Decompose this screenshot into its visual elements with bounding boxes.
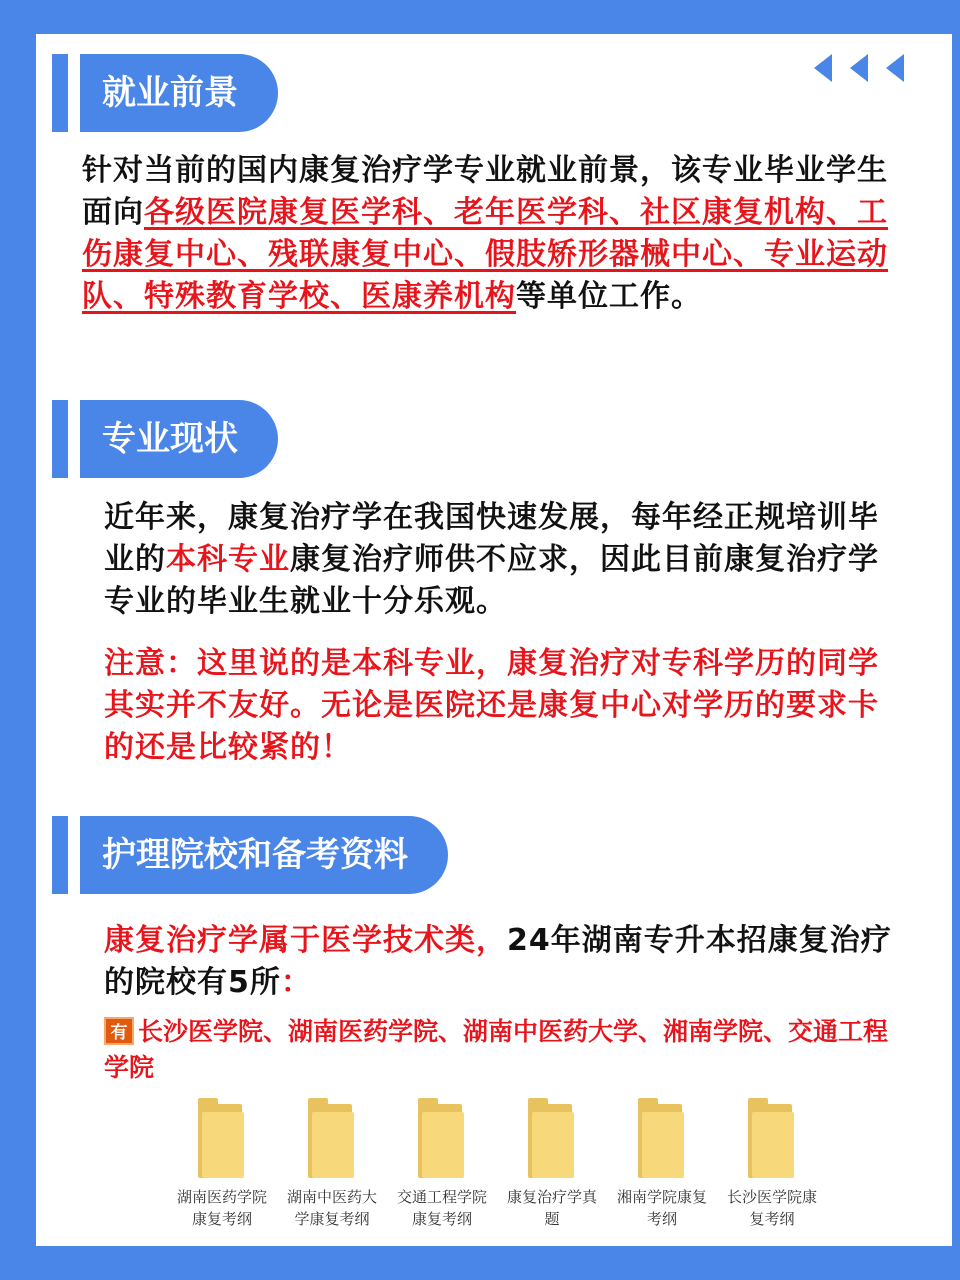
section-title: 就业前景 bbox=[80, 54, 278, 132]
folder-icon bbox=[304, 1098, 360, 1178]
status-highlight: 本科专业 bbox=[166, 542, 290, 577]
status-note: 注意：这里说的是本科专业，康复治疗对专科学历的同学其实并不友好。无论是医院还是康复中心对学历的要求卡的还是比较紧的！ bbox=[104, 646, 879, 765]
folder-label: 湖南中医药大学康复考纲 bbox=[286, 1188, 377, 1228]
employment-highlight: 各级医院康复医学科、老年医学科、社区康复机构、工伤康复中心、残联康复中心、假肢矫形器械中心、专业运动队、特殊教育学校、医康养机构 bbox=[82, 195, 888, 314]
folder-item[interactable] bbox=[612, 1098, 712, 1230]
folder-icon bbox=[634, 1098, 690, 1178]
folder-label: 长沙医学院康复考纲 bbox=[726, 1188, 817, 1228]
folder-label: 交通工程学院康复考纲 bbox=[396, 1188, 487, 1228]
schools-paragraph bbox=[104, 920, 900, 1004]
folder-item[interactable] bbox=[722, 1098, 822, 1230]
folder-item[interactable] bbox=[172, 1098, 272, 1230]
schools-lead-red: 康复治疗学属于医学技术类， bbox=[104, 923, 507, 958]
schools-lead-black: 24年湖南专升本招康复治疗的院校有5所 bbox=[104, 923, 892, 1000]
arrow-left-icon bbox=[850, 54, 868, 82]
employment-tail: 等单位工作。 bbox=[516, 279, 702, 314]
section-accent-bar bbox=[52, 816, 68, 894]
school-list-text: 长沙医学院、湖南医药学院、湖南中医药大学、湘南学院、交通工程学院 bbox=[104, 1017, 889, 1082]
folder-icon bbox=[414, 1098, 470, 1178]
folder-item[interactable] bbox=[392, 1098, 492, 1230]
folder-label: 康复治疗学真题 bbox=[506, 1188, 597, 1228]
folder-item[interactable] bbox=[282, 1098, 382, 1230]
folder-label: 湘南学院康复考纲 bbox=[616, 1188, 707, 1228]
arrow-left-icon bbox=[886, 54, 904, 82]
section-title: 专业现状 bbox=[80, 400, 278, 478]
employment-paragraph bbox=[82, 150, 900, 318]
folder-label: 湖南医药学院康复考纲 bbox=[176, 1188, 267, 1228]
arrow-left-icon bbox=[814, 54, 832, 82]
status-part1: 近年来，康复治疗学在我国快速发展，每年经正规培训毕业的 bbox=[104, 500, 879, 577]
employment-lead: 针对当前的国内康复治疗学专业就业前景，该专业毕业学生面向 bbox=[82, 153, 888, 230]
school-list bbox=[104, 1014, 904, 1086]
schools-colon: ： bbox=[280, 965, 312, 1000]
you-badge-icon: 有 bbox=[104, 1017, 134, 1045]
section-title: 护理院校和备考资料 bbox=[80, 816, 448, 894]
status-paragraph bbox=[104, 497, 900, 623]
folder-icon bbox=[524, 1098, 580, 1178]
file-grid bbox=[172, 1098, 832, 1248]
back-arrows-decoration bbox=[814, 54, 914, 84]
section-accent-bar bbox=[52, 400, 68, 478]
folder-icon bbox=[744, 1098, 800, 1178]
folder-icon bbox=[194, 1098, 250, 1178]
section-accent-bar bbox=[52, 54, 68, 132]
status-part2: 康复治疗师供不应求，因此目前康复治疗学专业的毕业生就业十分乐观。 bbox=[104, 542, 879, 619]
folder-item[interactable] bbox=[502, 1098, 602, 1230]
